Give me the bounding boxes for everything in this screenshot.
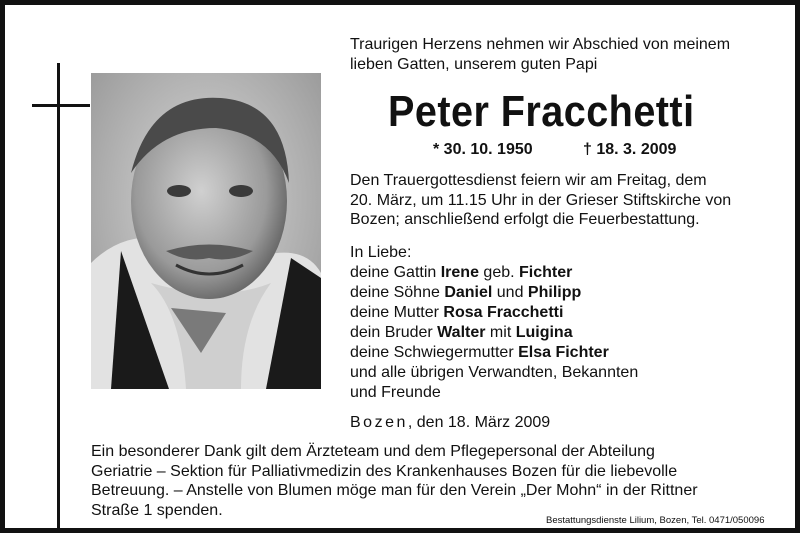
cross-icon	[32, 63, 90, 531]
relative-line: deine Gattin Irene geb. Fichter	[350, 264, 573, 281]
deceased-name: Peter Fracchetti	[388, 87, 695, 136]
birth-date: * 30. 10. 1950	[433, 141, 533, 158]
service-line: 20. März, um 11.15 Uhr in der Grieser Stiftskirche von	[350, 191, 732, 209]
thanks-line: Straße 1 spenden.	[91, 501, 223, 519]
thanks-line: Ein besonderer Dank gilt dem Ärzteteam und dem Pflegepersonal der Abteilung	[91, 443, 655, 460]
service-line: Bozen; anschließend erfolgt die Feuerbestattung.	[350, 211, 700, 228]
life-dates	[433, 141, 677, 159]
place-date	[350, 414, 550, 432]
thanks-line: Geriatrie – Sektion für Palliativmedizin des Krankenhauses Bozen für die liebevolle	[91, 462, 678, 480]
relative-line: deine Söhne Daniel und Philipp	[350, 284, 582, 301]
place-name: Bozen	[350, 414, 408, 431]
portrait-photo	[91, 73, 321, 389]
relative-line: deine Mutter Rosa Fracchetti	[350, 304, 564, 321]
relative-line: deine Schwiegermutter Elsa Fichter	[350, 344, 609, 361]
funeral-home-credit: Bestattungsdienste Lilium, Bozen, Tel. 0471/050096	[546, 515, 765, 526]
intro-text	[350, 35, 730, 75]
intro-line: lieben Gatten, unserem guten Papi	[350, 56, 598, 73]
others-line: und Freunde	[350, 384, 441, 401]
mourners-list	[350, 243, 638, 403]
others-line: und alle übrigen Verwandten, Bekannten	[350, 364, 639, 381]
relative-line: dein Bruder Walter mit Luigina	[350, 324, 573, 341]
notice-date: , den 18. März 2009	[407, 414, 551, 431]
death-date: † 18. 3. 2009	[583, 141, 677, 158]
thanks-text	[91, 442, 698, 520]
love-heading: In Liebe:	[350, 244, 412, 261]
thanks-line: Betreuung. – Anstelle von Blumen möge man für den Verein „Der Mohn“ in der Rittner	[91, 482, 698, 499]
intro-line: Traurigen Herzens nehmen wir Abschied von meinem	[350, 36, 731, 53]
service-text	[350, 171, 731, 230]
service-line: Den Trauergottesdienst feiern wir am Freitag, dem	[350, 172, 707, 189]
